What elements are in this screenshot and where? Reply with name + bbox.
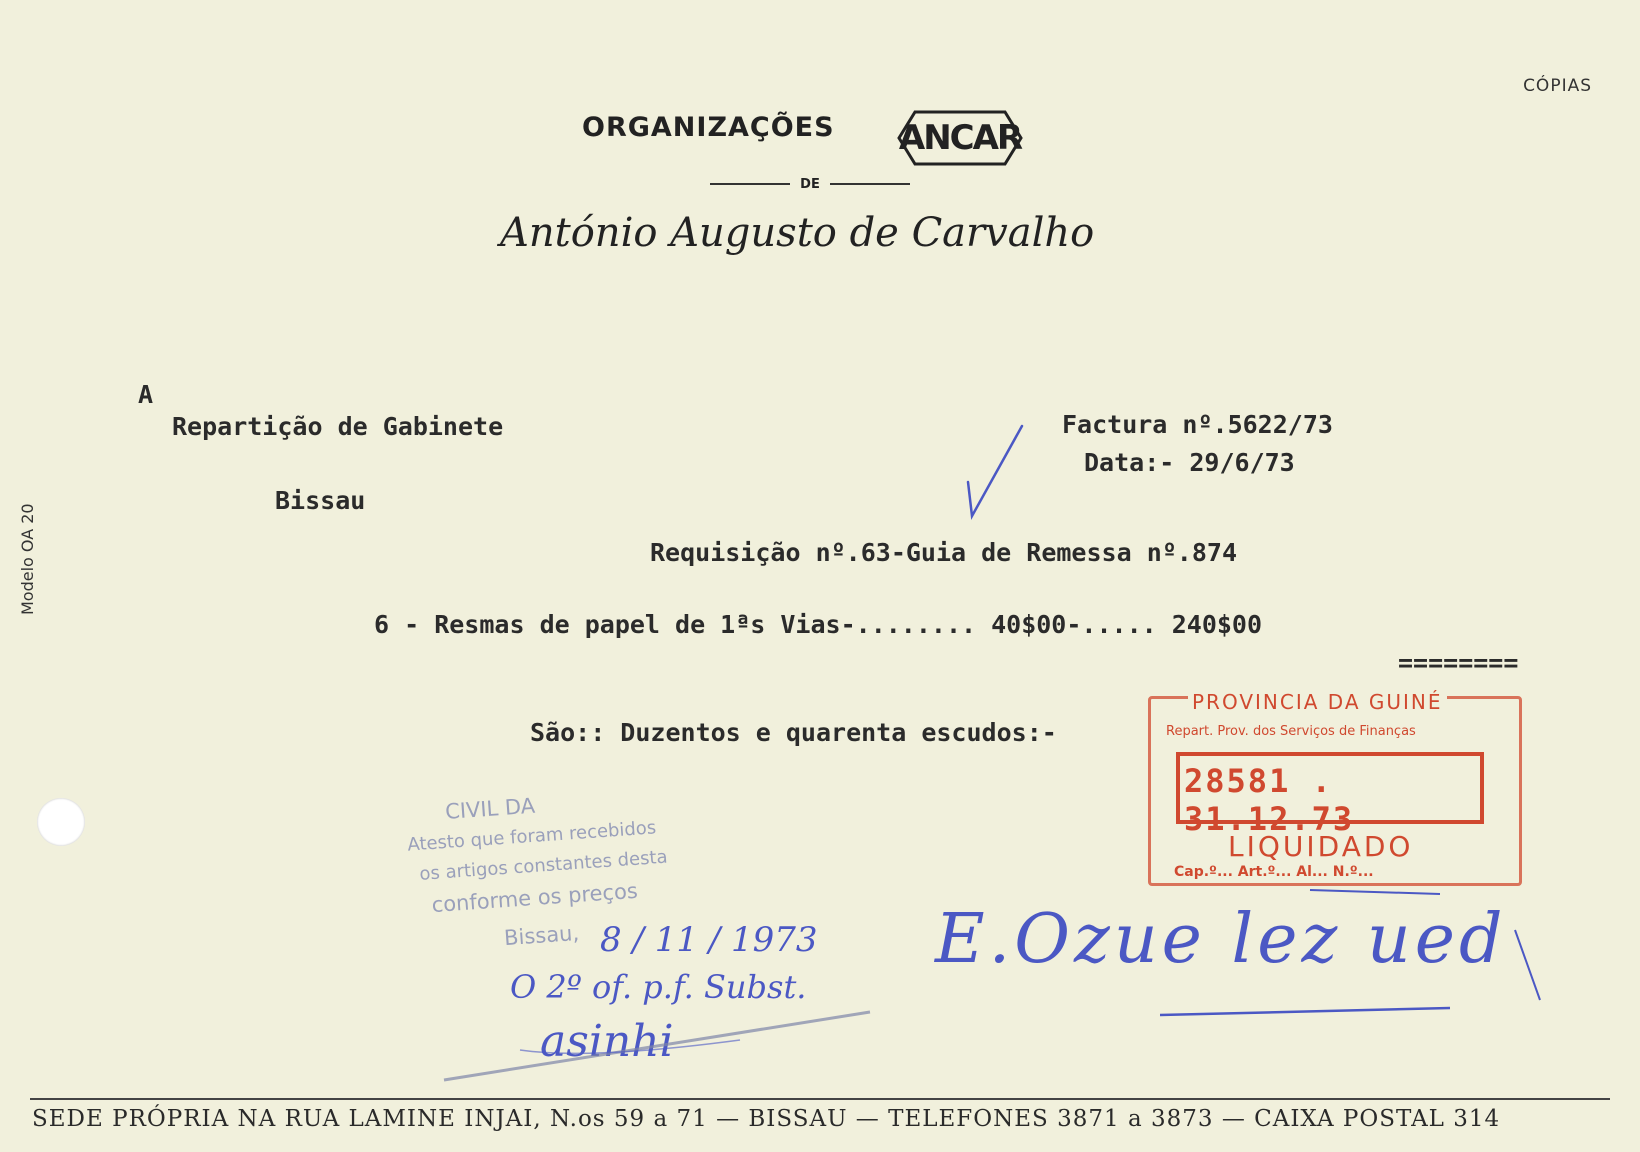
stamp-number: 28581 . 31.12.73 <box>1184 762 1355 838</box>
organization-title: ORGANIZAÇÕES <box>582 112 835 143</box>
signature-underline <box>1160 880 1550 1020</box>
logo-text: ANCAR <box>898 118 1022 158</box>
receipt-stamp-line4: conforme os preços <box>430 878 639 918</box>
total-in-words: São:: Duzentos e quarenta escudos:- <box>530 718 1057 747</box>
stamp-status: LIQUIDADO <box>1228 830 1414 863</box>
divider-line-right <box>830 183 910 185</box>
receipt-stamp-line2: Atesto que foram recebidos <box>406 817 657 856</box>
model-label <box>18 495 40 615</box>
company-name: António Augusto de Carvalho <box>500 210 1095 256</box>
invoice-number: Factura nº.5622/73 <box>1062 410 1333 439</box>
signature-strokes <box>440 1000 880 1090</box>
receipt-stamp-line3: os artigos constantes desta <box>418 846 669 885</box>
handwritten-signature-left: asinhi <box>540 1016 674 1067</box>
liquidated-stamp <box>1148 686 1520 884</box>
reference-line: Requisição nº.63-Guia de Remessa nº.874 <box>650 538 1237 567</box>
stamp-fields: Cap.º... Art.º... Al... N.º... <box>1174 864 1374 880</box>
total-rule: ======== <box>1398 648 1519 677</box>
invoice-date: Data:- 29/6/73 <box>1084 448 1295 477</box>
de-divider <box>710 174 910 194</box>
receipt-stamp-line5: Bissau, <box>503 920 580 951</box>
recipient-city: Bissau <box>275 486 366 515</box>
recipient-prefix: A <box>138 380 154 409</box>
model-label-text: Modelo OA 20 <box>18 503 37 615</box>
de-text: DE <box>800 176 820 192</box>
footer-rule <box>30 1098 1610 1100</box>
stamp-province: PROVINCIA DA GUINÉ <box>1188 690 1447 714</box>
copies-label: CÓPIAS <box>1523 76 1592 96</box>
handwritten-note: O 2º of. p.f. Subst. <box>510 968 807 1006</box>
recipient-department: Repartição de Gabinete <box>172 412 504 441</box>
footer-address: SEDE PRÓPRIA NA RUA LAMINE INJAI, N.os 59 a 71 — BISSAU — TELEFONES 3871 a 3873 — CAIXA POSTAL 314 <box>32 1106 1501 1132</box>
handwritten-signature-right: E.Ozue lez ued <box>935 900 1507 979</box>
handwritten-date: 8 / 11 / 1973 <box>600 920 818 960</box>
check-mark-icon <box>958 420 1028 520</box>
ancar-logo <box>895 108 1025 168</box>
stamp-department: Repart. Prov. dos Serviços de Finanças <box>1166 724 1416 739</box>
divider-line-left <box>710 183 790 185</box>
item-line: 6 - Resmas de papel de 1ªs Vias-........ 40$00-..... 240$00 <box>374 610 1263 639</box>
receipt-stamp-line1: CIVIL DA <box>444 793 536 824</box>
punch-hole <box>37 798 85 846</box>
